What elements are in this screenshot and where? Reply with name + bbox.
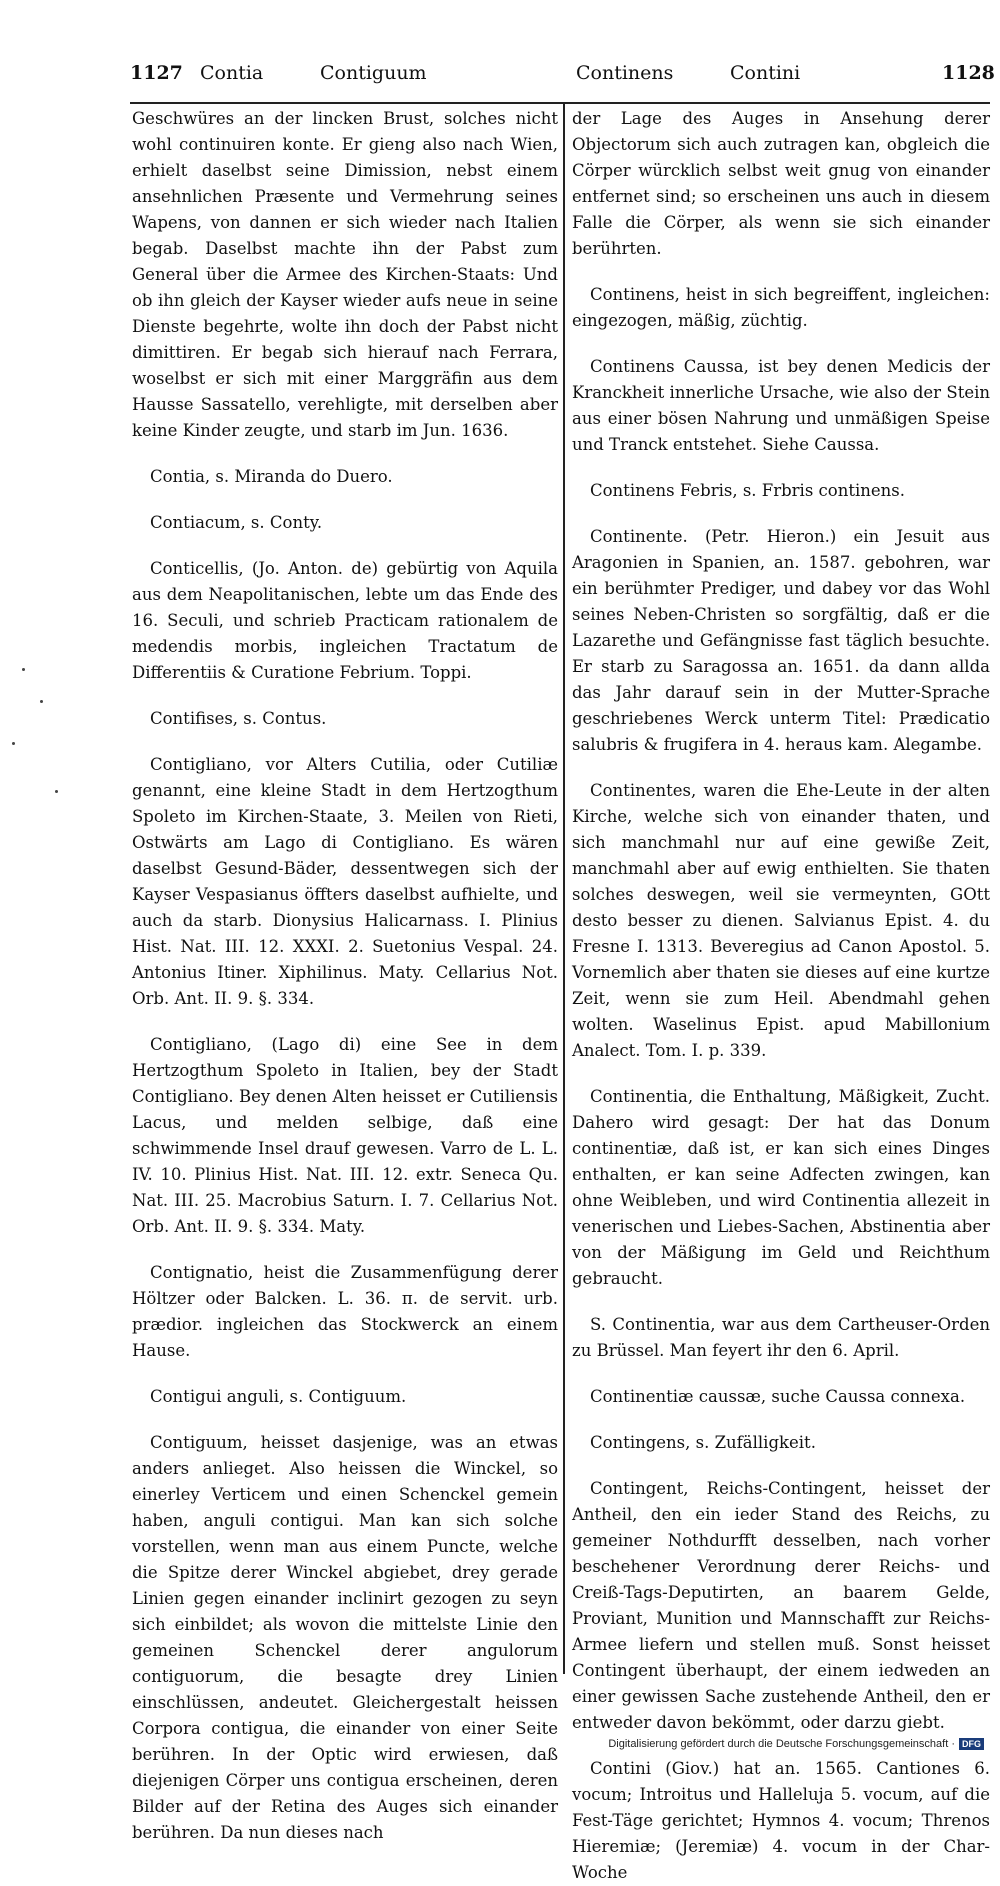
entry-contigui-anguli: Contigui anguli, s. Contiguum. bbox=[150, 1387, 407, 1406]
ink-speck bbox=[22, 668, 25, 671]
entry-contingens: Contingens, s. Zufälligkeit. bbox=[590, 1433, 816, 1452]
entry-contia: Contia, s. Miranda do Duero. bbox=[150, 467, 393, 486]
entry-continentia: Continentia, die Enthaltung, Mäßigkeit, Zucht. Dahero wird gesagt: Der hat das Donum continentiæ, daß ist, er kan sich eines Dinges enthalten, er kan seine Adfecten zwingen, kan ohne Weibleben, und wird Continentia allezeit in venerischen und Liebes-Sachen, Abstinentia aber von der Mäßigung im Geld und Reichthum gebraucht. bbox=[572, 1087, 990, 1288]
entry-contingent: Contingent, Reichs-Contingent, heisset der Antheil, den ein ieder Stand des Reichs, zu gemeiner Nothdurfft desselben, nach vorher beschehener Verordnung derer Reichs- und Creiß-Tags-Deputirten, an baarem Gelde, Proviant, Munition und Mannschafft zur Reichs-Armee liefern und stellen muß. Sonst heisset Contingent überhaupt, der einem iedweden an einer gewissen Sache zustehende Antheil, den er entweder davon bekömmt, oder darzu giebt. bbox=[572, 1479, 990, 1732]
entry-contigliano: Contigliano, vor Alters Cutilia, oder Cutiliæ genannt, eine kleine Stadt in dem Hertzogthum Spoleto im Kirchen-Staate, 3. Meilen von Rieti, Ostwärts am Lago di Contigliano. Es wären daselbst Gesund-Bäder, dessentwegen sich der Kayser Vespasianus öffters daselbst aufhielte, und auch da starb. Dionysius Halicarnass. I. Plinius Hist. Nat. III. 12. XXXI. 2. Suetonius Vespal. 24. Antonius Itiner. Xiphilinus. Maty. Cellarius Not. Orb. Ant. II. 9. §. 334. bbox=[132, 755, 558, 1008]
entry-continuation-right: der Lage des Auges in Ansehung derer Objectorum sich auch zutragen kan, obgleich die Cörper würcklich selbst weit gnug von einander entfernet sind; so erscheinen uns auch in diesem Falle die Cörper, als wenn sie sich einander berührten. bbox=[572, 109, 990, 258]
entry-continens: Continens, heist in sich begreiffent, ingleichen: eingezogen, mäßig, züchtig. bbox=[572, 285, 990, 330]
footer-text: Digitalisierung gefördert durch die Deutsche Forschungsgemeinschaft · bbox=[608, 1738, 955, 1750]
running-header bbox=[130, 62, 995, 102]
entry-continens-febris: Continens Febris, s. Frbris continens. bbox=[590, 481, 905, 500]
entry-contigliano-lago: Contigliano, (Lago di) eine See in dem Hertzogthum Spoleto in Italien, bey der Stadt Contigliano. Bey denen Alten heisset er Cutiliensis Lacus, und melden selbige, daß eine schwimmende Insel drauf gewesen. Varro de L. L. IV. 10. Plinius Hist. Nat. III. 12. extr. Seneca Qu. Nat. III. 25. Macrobius Saturn. I. 7. Cellarius Not. Orb. Ant. II. 9. §. 334. Maty. bbox=[132, 1035, 558, 1236]
ink-speck bbox=[40, 700, 43, 703]
entry-contiguum: Contiguum, heisset dasjenige, was an etwas anders anlieget. Also heissen die Winckel, so einerley Verticem und einen Schenckel gemein haben, anguli contigui. Man kan sich solche vorstellen, wenn man aus einem Puncte, welche die Spitze derer Winckel abgiebet, drey gerade Linien gegen einander inclinirt gezogen zu seyn sich einbildet; als wovon die mittelste Linie den gemeinen Schenckel derer angulorum contiguorum, die besagte drey Linien einschlüssen, andeutet. Gleichergestalt heissen Corpora contigua, die einander von einer Seite berühren. In der Optic wird erwiesen, daß diejenigen Cörper uns contigua erscheinen, deren Bilder auf der Retina des Auges sich einander berühren. Da nun dieses nach bbox=[132, 1433, 558, 1842]
left-column bbox=[132, 106, 558, 1846]
entry-continens-caussa: Continens Caussa, ist bey denen Medicis der Kranckheit innerliche Ursache, wie also der Stein aus einer bösen Nahrung und unmäßigen Speise und Tranck entstehet. Siehe Caussa. bbox=[572, 357, 990, 454]
right-catchword-1: Continens bbox=[576, 62, 674, 84]
entry-continuation: Geschwüres an der lincken Brust, solches nicht wohl continuiren konte. Er gieng also nach Wien, erhielt daselbst seine Dimission, nebst einem ansehnlichen Præsente und Vermehrung seines Wapens, von dannen er sich wieder nach Italien begab. Daselbst machte ihn der Pabst zum General über die Armee des Kirchen-Staats: Und ob ihn gleich der Kayser wieder aufs neue in seine Dienste begehrte, wolte ihn doch der Pabst nicht dimittiren. Er begab sich hierauf nach Ferrara, woselbst er sich mit einer Marggräfin aus dem Hausse Sassatello, verehligte, mit derselben aber keine Kinder zeugte, und starb im Jun. 1636. bbox=[132, 109, 558, 440]
right-column bbox=[572, 106, 990, 1886]
left-catchword-1: Contia bbox=[200, 62, 264, 84]
footer-credit bbox=[608, 1738, 984, 1750]
entry-continente: Continente. (Petr. Hieron.) ein Jesuit aus Aragonien in Spanien, an. 1587. gebohren, war ein berühmter Prediger, und dabey vor das Wohl seines Neben-Christen so sorgfältig, daß er die Lazarethe und Gefängnisse fast täglich besuchte. Er starb zu Saragossa an. 1651. da dann allda das Jahr darauf sein in der Mutter-Sprache geschriebenes Werck unterm Titel: Prædicatio salubris & frugifera in 4. heraus kam. Alegambe. bbox=[572, 527, 990, 754]
entry-s-continentia: S. Continentia, war aus dem Cartheuser-Orden zu Brüssel. Man feyert ihr den 6. April. bbox=[572, 1315, 990, 1360]
dfg-logo: DFG bbox=[959, 1738, 984, 1750]
right-catchword-2: Contini bbox=[730, 62, 801, 84]
ink-speck bbox=[12, 742, 15, 745]
header-rule bbox=[130, 102, 990, 104]
left-page-number: 1127 bbox=[130, 62, 183, 84]
entry-continentes: Continentes, waren die Ehe-Leute in der alten Kirche, welche sich von einander thaten, und sich manchmahl nur auf eine gewiße Zeit, manchmahl aber auf ewig enthielten. Sie thaten solches deswegen, weil sie vermeynten, GOtt desto besser zu dienen. Salvianus Epist. 4. du Fresne I. 1313. Beveregius ad Canon Apostol. 5. Vornemlich aber thaten sie dieses auf eine kurtze Zeit, wenn sie zum Heil. Abendmahl gehen wolten. Waselinus Epist. apud Mabillonium Analect. Tom. I. p. 339. bbox=[572, 781, 990, 1060]
entry-contiacum: Contiacum, s. Conty. bbox=[150, 513, 323, 532]
ink-speck bbox=[55, 790, 58, 793]
entry-conticellis: Conticellis, (Jo. Anton. de) gebürtig von Aquila aus dem Neapolitanischen, lebte um das Ende des 16. Seculi, und schrieb Practicam rationalem de medendis morbis, ingleichen Tractatum de Differentiis & Curatione Febrium. Toppi. bbox=[132, 559, 558, 682]
entry-contifises: Contifises, s. Contus. bbox=[150, 709, 327, 728]
entry-contini: Contini (Giov.) hat an. 1565. Cantiones 6. vocum; Introitus und Halleluja 5. vocum, auf die Fest-Täge gerichtet; Hymnos 4. vocum; Threnos Hieremiæ; (Jeremiæ) 4. vocum in der Char-Woche bbox=[572, 1759, 990, 1882]
entry-contignatio: Contignatio, heist die Zusammenfügung derer Höltzer oder Balcken. L. 36. π. de servit. urb. prædior. ingleichen das Stockwerck an einem Hause. bbox=[132, 1263, 558, 1360]
entry-continentiae-caussae: Continentiæ caussæ, suche Caussa connexa. bbox=[590, 1387, 966, 1406]
column-divider bbox=[563, 104, 565, 1674]
right-page-number: 1128 bbox=[942, 62, 995, 84]
left-catchword-2: Contiguum bbox=[320, 62, 427, 84]
